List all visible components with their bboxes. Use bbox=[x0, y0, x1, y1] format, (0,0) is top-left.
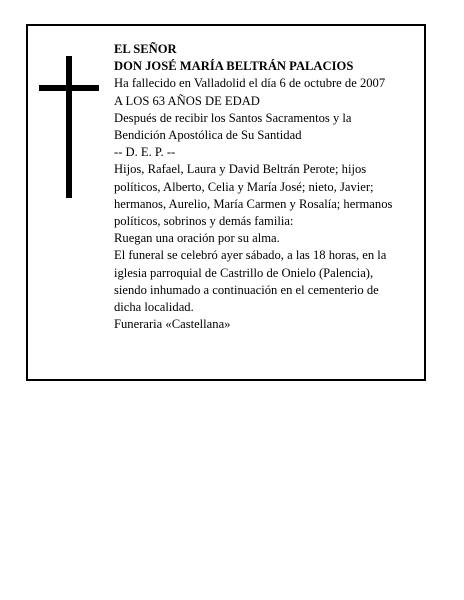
rest-in-peace: -- D. E. P. -- bbox=[114, 145, 176, 160]
funeral-line-2: iglesia parroquial de Castrillo de Onielo (Palencia), bbox=[114, 265, 374, 280]
deceased-name: DON JOSÉ MARÍA BELTRÁN PALACIOS bbox=[114, 59, 354, 74]
sacraments-line-2: Bendición Apostólica de Su Santidad bbox=[114, 128, 302, 143]
prayer-request: Ruegan una oración por su alma. bbox=[114, 231, 280, 246]
sacraments-line-1: Después de recibir los Santos Sacramentos y la bbox=[114, 110, 352, 125]
funeral-line-1: El funeral se celebró ayer sábado, a las 18 horas, en la bbox=[114, 248, 387, 263]
family-line-3: hermanos, Aurelio, María Carmen y Rosalía; hermanos bbox=[114, 196, 393, 211]
title-line-1: EL SEÑOR bbox=[114, 42, 177, 56]
cross-horizontal-bar bbox=[39, 85, 99, 91]
funeral-line-3: siendo inhumado a continuación en el cementerio de bbox=[114, 282, 379, 297]
family-line-1: Hijos, Rafael, Laura y David Beltrán Perote; hijos bbox=[114, 162, 367, 177]
death-date-line: Ha fallecido en Valladolid el día 6 de octubre de 2007 bbox=[114, 76, 386, 91]
funeral-home: Funeraria «Castellana» bbox=[114, 317, 231, 332]
obituary-notice bbox=[26, 24, 426, 381]
notice-text bbox=[114, 41, 414, 333]
family-line-2: políticos, Alberto, Celia y María José; nieto, Javier; bbox=[114, 179, 374, 194]
funeral-line-4: dicha localidad. bbox=[114, 300, 194, 315]
age-line: A LOS 63 AÑOS DE EDAD bbox=[114, 93, 260, 108]
family-line-4: políticos, sobrinos y demás familia: bbox=[114, 214, 294, 229]
cross-vertical-bar bbox=[66, 56, 72, 198]
